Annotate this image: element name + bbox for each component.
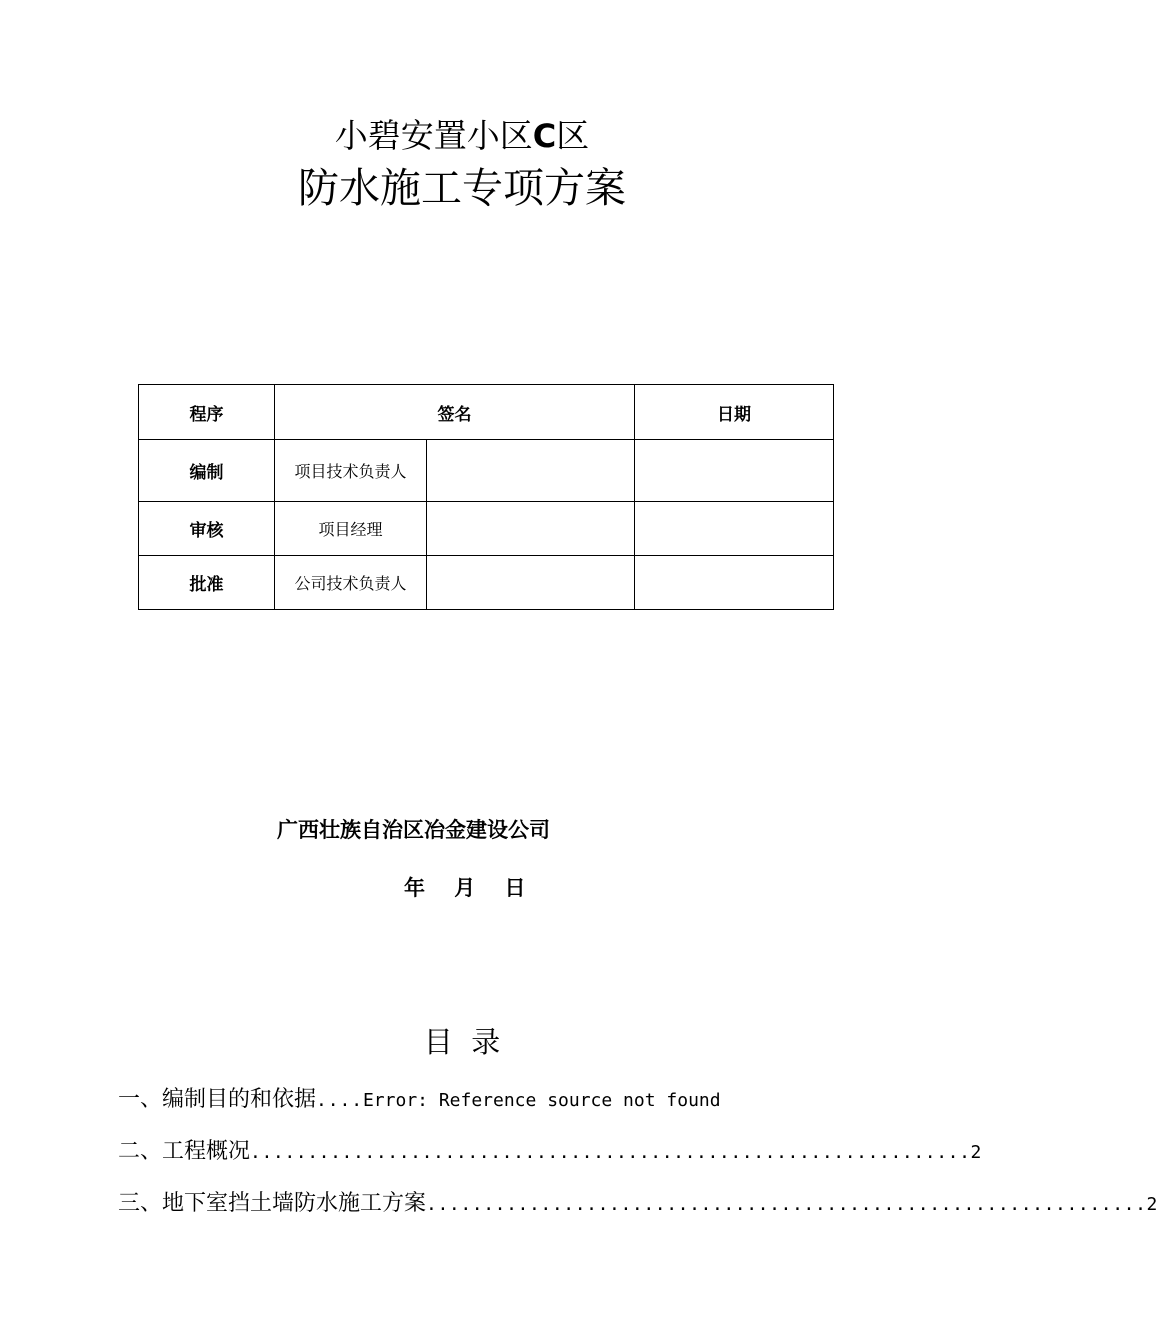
toc-title: 目 录 xyxy=(423,1025,501,1059)
toc-item-page: 2 xyxy=(1146,1194,1157,1215)
date-cell xyxy=(635,440,834,502)
row-role: 公司技术负责人 xyxy=(275,556,427,610)
title-prefix: 小碧安置小区 xyxy=(334,116,533,155)
row-role: 项目技术负责人 xyxy=(275,440,427,502)
toc-item-page: Error: Reference source not found xyxy=(362,1090,721,1111)
toc-item-text: 二、工程概况 xyxy=(118,1139,251,1164)
row-role: 项目经理 xyxy=(275,502,427,556)
toc-item[interactable] xyxy=(118,1188,1157,1221)
toc-item[interactable] xyxy=(118,1084,780,1117)
table-row xyxy=(139,556,834,610)
toc-item-text: 三、地下室挡土墙防水施工方案 xyxy=(118,1191,427,1216)
row-label: 批准 xyxy=(139,556,275,610)
toc-item-text: 一、编制目的和依据 xyxy=(118,1087,317,1112)
row-label: 审核 xyxy=(139,502,275,556)
table-row xyxy=(139,502,834,556)
date-cell xyxy=(635,502,834,556)
table-row xyxy=(139,440,834,502)
date-line: 年 月 日 xyxy=(404,875,526,900)
signature-table xyxy=(138,384,834,610)
signature-cell xyxy=(427,502,635,556)
toc-item[interactable] xyxy=(118,1136,982,1169)
header-signature: 签名 xyxy=(275,385,635,440)
header-procedure: 程序 xyxy=(139,385,275,440)
signature-cell xyxy=(427,440,635,502)
toc-item-dots: ............................................................... xyxy=(250,1142,971,1163)
header-date: 日期 xyxy=(635,385,834,440)
title-letter: C xyxy=(532,117,557,155)
toc-item-dots: .... xyxy=(316,1090,363,1111)
company-name: 广西壮族自治区冶金建设公司 xyxy=(277,817,550,842)
table-header-row xyxy=(139,385,834,440)
document-title-main: 防水施工专项方案 xyxy=(298,164,626,212)
row-label: 编制 xyxy=(139,440,275,502)
signature-cell xyxy=(427,556,635,610)
document-title-line1 xyxy=(0,112,924,160)
toc-item-page: 2 xyxy=(970,1142,982,1163)
toc-item-dots: ............................................................... xyxy=(426,1194,1147,1215)
title-suffix: 区 xyxy=(556,116,590,155)
date-cell xyxy=(635,556,834,610)
